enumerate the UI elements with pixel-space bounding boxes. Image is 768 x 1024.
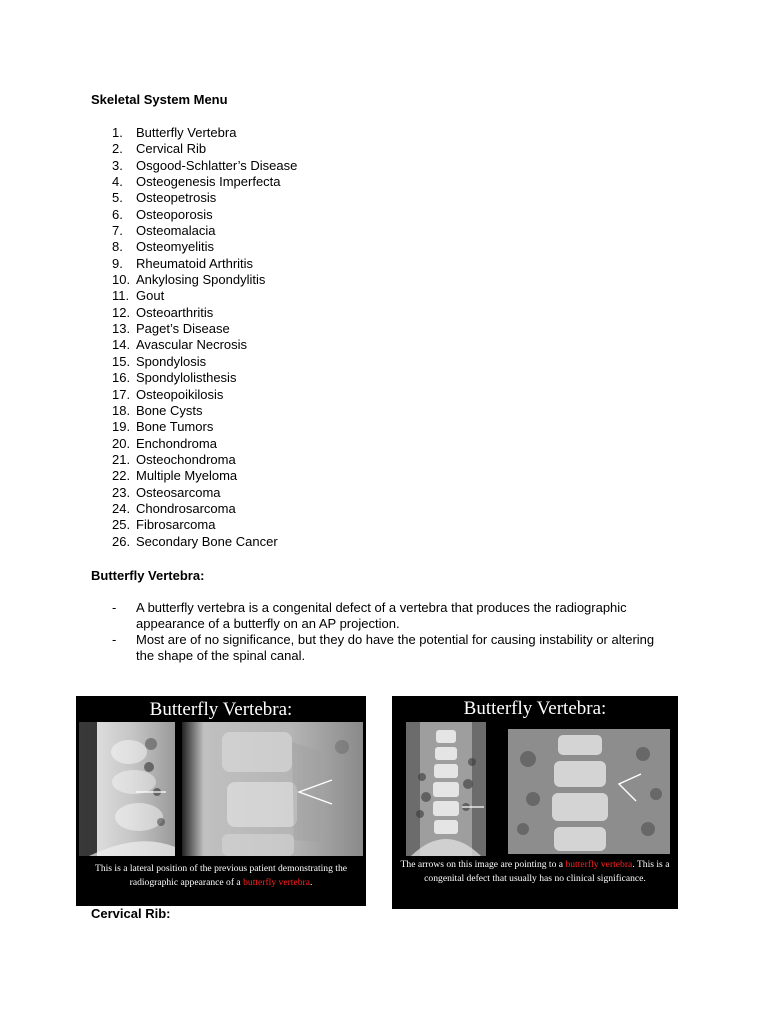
menu-item-label: Secondary Bone Cancer — [136, 533, 278, 549]
xray-image-lateral-large — [182, 722, 363, 856]
menu-item-number: 25. — [112, 517, 131, 533]
menu-item-number: 16. — [112, 370, 131, 386]
menu-item-number: 23. — [112, 484, 131, 500]
menu-item-label: Fibrosarcoma — [136, 517, 216, 533]
menu-item-number: 13. — [112, 321, 131, 337]
menu-item[interactable] — [112, 419, 297, 435]
menu-item[interactable] — [112, 387, 297, 403]
menu-item-number: 3. — [112, 157, 123, 173]
menu-item-label: Osteochondroma — [136, 451, 236, 467]
page-title: Skeletal System Menu — [91, 92, 228, 107]
menu-item[interactable] — [112, 452, 297, 468]
menu-item-number: 8. — [112, 239, 123, 255]
section-heading-butterfly-vertebra: Butterfly Vertebra: — [91, 568, 205, 583]
menu-item[interactable] — [112, 158, 297, 174]
menu-item-number: 4. — [112, 174, 123, 190]
bullet-dash: - — [112, 632, 117, 647]
bullet-text: A butterfly vertebra is a congenital defect of a vertebra that produces the radiographic appearance of a butterfly on an AP projection. — [136, 600, 627, 631]
menu-item-label: Spondylolisthesis — [136, 370, 237, 386]
menu-item[interactable] — [112, 436, 297, 452]
menu-item[interactable] — [112, 517, 297, 533]
slide-title: Butterfly Vertebra: — [463, 698, 607, 719]
caption-highlight: butterfly vertebra — [565, 859, 633, 870]
menu-item-label: Osteomalacia — [136, 223, 216, 239]
xray-slide-lateral — [76, 696, 366, 906]
menu-item-number: 19. — [112, 419, 131, 435]
menu-item-label: Osteopetrosis — [136, 190, 217, 206]
menu-item[interactable] — [112, 174, 297, 190]
menu-item-label: Enchondroma — [136, 435, 217, 451]
menu-item-number: 17. — [112, 386, 131, 402]
menu-item-label: Osteomyelitis — [136, 239, 215, 255]
bullet-item — [112, 632, 672, 664]
menu-item[interactable] — [112, 534, 297, 550]
caption-text-end: . — [309, 876, 313, 888]
menu-item-number: 1. — [112, 125, 123, 140]
menu-item[interactable] — [112, 223, 297, 239]
menu-item-number: 26. — [112, 533, 131, 549]
menu-item[interactable] — [112, 190, 297, 206]
menu-item-number: 24. — [112, 500, 131, 516]
menu-item-number: 15. — [112, 353, 131, 369]
skeletal-menu-list — [112, 125, 297, 550]
bullet-item — [112, 600, 672, 632]
menu-item-number: 20. — [112, 435, 131, 451]
slide-caption — [396, 858, 674, 885]
menu-item-number: 10. — [112, 272, 131, 288]
menu-item-number: 14. — [112, 337, 131, 353]
xray-image-ap-small — [406, 722, 486, 856]
menu-item-label: Osteopoikilosis — [136, 386, 224, 402]
menu-item-number: 18. — [112, 402, 131, 418]
menu-item-number: 7. — [112, 223, 123, 239]
xray-image-ap-large — [508, 729, 670, 854]
menu-item[interactable] — [112, 239, 297, 255]
menu-item-label: Cervical Rib — [136, 141, 207, 157]
menu-item[interactable] — [112, 288, 297, 304]
menu-item-number: 5. — [112, 190, 123, 206]
menu-item[interactable] — [112, 256, 297, 272]
menu-item-label: Gout — [136, 288, 165, 304]
menu-item-label: Rheumatoid Arthritis — [136, 255, 254, 271]
caption-highlight: butterfly vertebra — [243, 876, 310, 888]
menu-item-label: Osteoarthritis — [136, 304, 214, 320]
menu-item[interactable] — [112, 370, 297, 386]
menu-item-label: Paget’s Disease — [136, 321, 230, 337]
menu-item-number: 21. — [112, 451, 131, 467]
menu-item-label: Chondrosarcoma — [136, 500, 236, 516]
menu-item-label: Osteosarcoma — [136, 484, 221, 500]
section-heading-cervical-rib: Cervical Rib: — [91, 906, 171, 921]
menu-item[interactable] — [112, 321, 297, 337]
menu-item-label: Osteogenesis Imperfecta — [136, 174, 281, 190]
menu-item-label: Osgood-Schlatter’s Disease — [136, 157, 298, 173]
menu-item[interactable] — [112, 125, 297, 141]
menu-item-label: Osteoporosis — [136, 206, 213, 222]
menu-item-number: 11. — [112, 288, 130, 304]
slide-title: Butterfly Vertebra: — [149, 699, 293, 720]
menu-item-label: Bone Tumors — [136, 419, 214, 435]
menu-item[interactable] — [112, 354, 297, 370]
menu-item-label: Ankylosing Spondylitis — [136, 272, 266, 288]
bullet-dash: - — [112, 600, 117, 615]
menu-item-number: 9. — [112, 255, 123, 271]
menu-item-label: Butterfly Vertebra — [136, 125, 237, 140]
menu-item[interactable] — [112, 485, 297, 501]
menu-item-number: 22. — [112, 468, 131, 484]
caption-text-end: . This is a congenital defect that usually has no clinical significance. — [424, 859, 670, 884]
caption-text: The arrows on this image are pointing to a — [400, 859, 566, 870]
menu-item[interactable] — [112, 403, 297, 419]
menu-item-label: Multiple Myeloma — [136, 468, 238, 484]
butterfly-bullet-list — [112, 600, 672, 664]
bullet-text: Most are of no significance, but they do have the potential for causing instability or altering the shape of the spinal canal. — [136, 632, 655, 663]
caption-text: This is a lateral position of the previous patient demonstrating the radiographic appearance of a — [94, 863, 348, 888]
menu-item-number: 6. — [112, 206, 123, 222]
menu-item[interactable] — [112, 141, 297, 157]
menu-item-number: 12. — [112, 304, 131, 320]
xray-slide-ap — [392, 696, 678, 909]
menu-item[interactable] — [112, 207, 297, 223]
menu-item[interactable] — [112, 305, 297, 321]
menu-item[interactable] — [112, 468, 297, 484]
menu-item[interactable] — [112, 501, 297, 517]
menu-item-number: 2. — [112, 141, 123, 157]
menu-item-label: Bone Cysts — [136, 402, 203, 418]
xray-image-lateral-small — [79, 722, 175, 856]
menu-item[interactable] — [112, 272, 297, 288]
slide-caption — [80, 862, 362, 889]
menu-item-label: Avascular Necrosis — [136, 337, 248, 353]
menu-item-label: Spondylosis — [136, 353, 207, 369]
menu-item[interactable] — [112, 337, 297, 353]
